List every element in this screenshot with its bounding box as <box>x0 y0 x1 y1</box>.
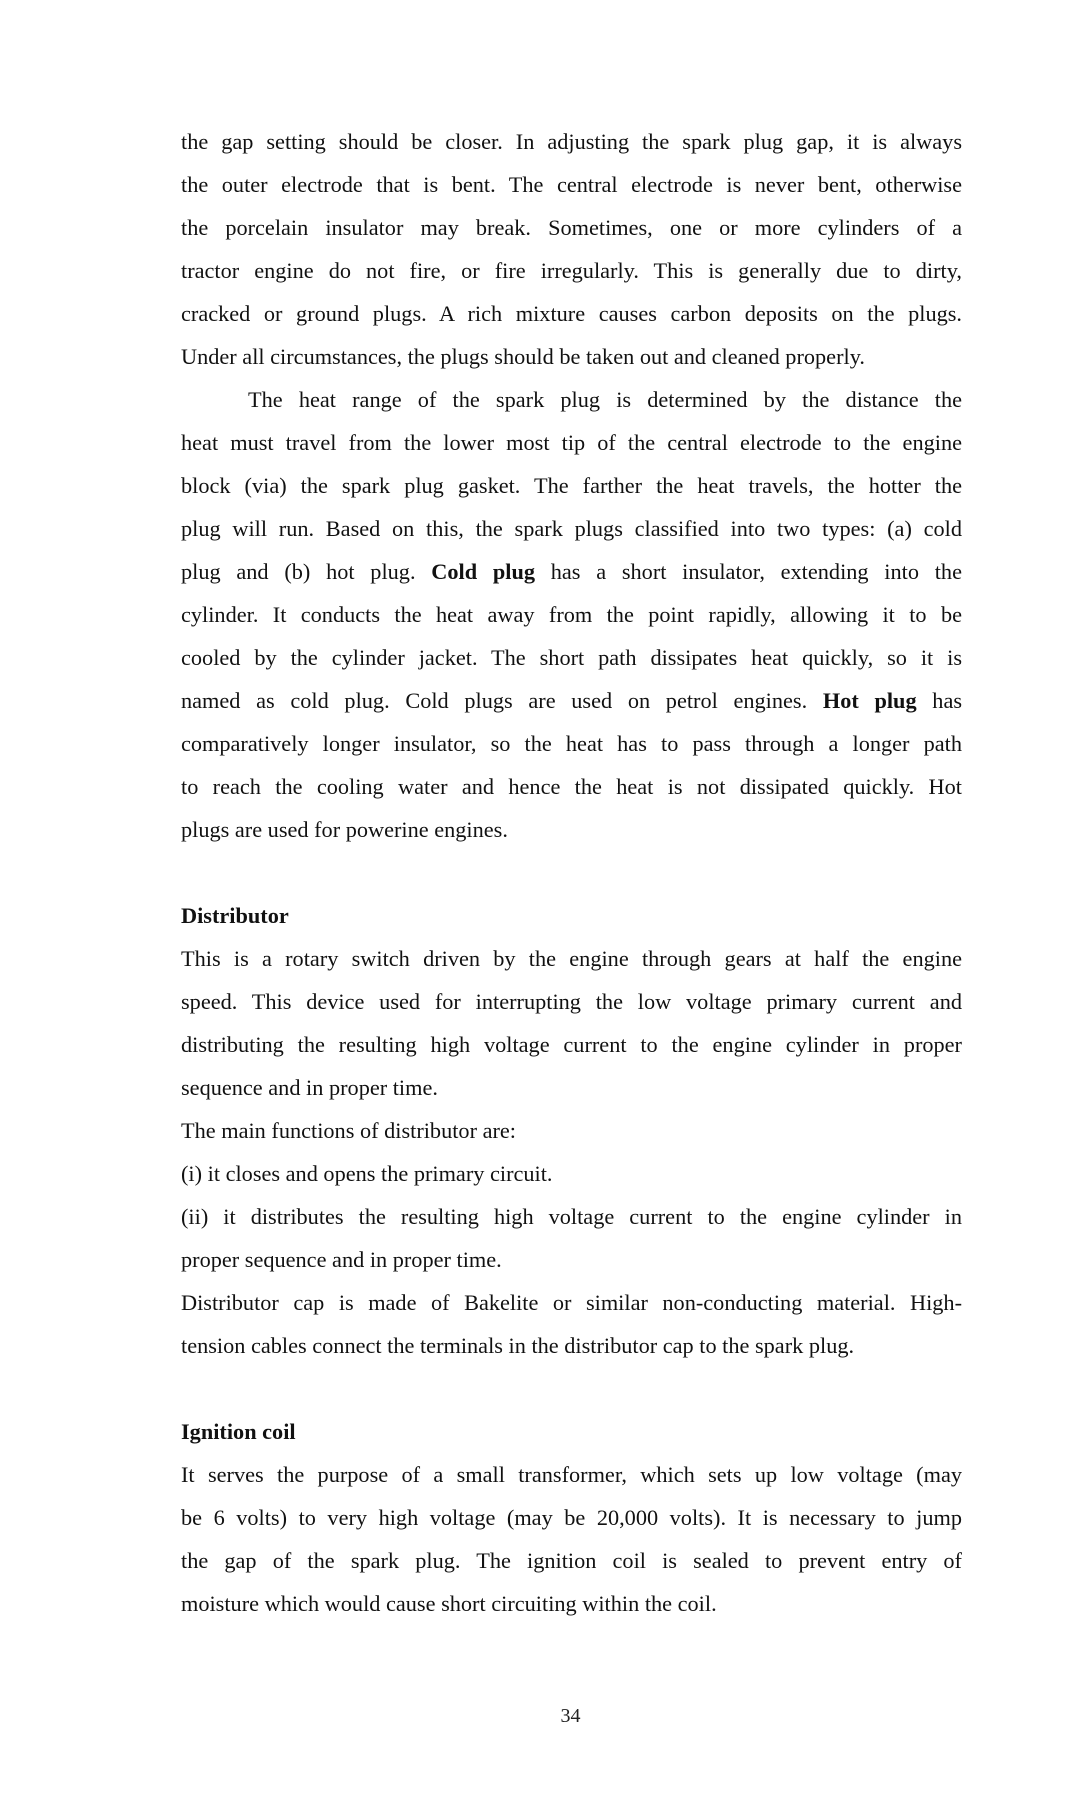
text-line: (ii) it distributes the resulting high voltage current to the engine cylinder in <box>181 1204 962 1229</box>
text-segment: named as cold plug. Cold plugs are used on petrol engines. <box>181 688 823 713</box>
text-line: distributing the resulting high voltage current to the engine cylinder in proper <box>181 1032 962 1057</box>
text-line: to reach the cooling water and hence the heat is not dissipated quickly. Hot <box>181 774 962 799</box>
text-segment: has <box>916 688 963 713</box>
paragraph-spark-plug-gap <box>181 120 962 378</box>
term-cold-plug: Cold plug <box>431 559 535 584</box>
text-line: tractor engine do not fire, or fire irregularly. This is generally due to dirty, <box>181 258 962 283</box>
text-line: The main functions of distributor are: <box>181 1118 516 1143</box>
page-number: 34 <box>560 1705 581 1727</box>
paragraph-heat-range <box>181 378 962 851</box>
text-line: This is a rotary switch driven by the engine through gears at half the engine <box>181 946 962 971</box>
distributor-function-1 <box>181 1152 962 1195</box>
text-line: plugs are used for powerine engines. <box>181 817 508 842</box>
page-content <box>181 120 962 1625</box>
paragraph-ignition-coil <box>181 1453 962 1625</box>
text-line: the gap setting should be closer. In adjusting the spark plug gap, it is always <box>181 129 962 154</box>
text-line: sequence and in proper time. <box>181 1075 438 1100</box>
text-line: proper sequence and in proper time. <box>181 1247 502 1272</box>
text-line: be 6 volts) to very high voltage (may be 20,000 volts). It is necessary to jump <box>181 1505 962 1530</box>
text-line: plug will run. Based on this, the spark plugs classified into two types: (a) cold <box>181 516 962 541</box>
text-line: the gap of the spark plug. The ignition coil is sealed to prevent entry of <box>181 1548 962 1573</box>
text-line: (i) it closes and opens the primary circuit. <box>181 1161 553 1186</box>
text-line: tension cables connect the terminals in the distributor cap to the spark plug. <box>181 1333 855 1358</box>
text-segment: has a short insulator, extending into the <box>535 559 962 584</box>
text-segment: plug and (b) hot plug. <box>181 559 432 584</box>
text-line: Under all circumstances, the plugs should be taken out and cleaned properly. <box>181 344 865 369</box>
heading-distributor: Distributor <box>181 903 289 928</box>
heading-ignition-coil: Ignition coil <box>181 1419 296 1444</box>
text-line <box>181 679 962 722</box>
text-line: moisture which would cause short circuiting within the coil. <box>181 1591 717 1616</box>
text-line: the porcelain insulator may break. Sometimes, one or more cylinders of a <box>181 215 962 240</box>
text-line: cracked or ground plugs. A rich mixture causes carbon deposits on the plugs. <box>181 301 962 326</box>
term-hot-plug: Hot plug <box>822 688 917 713</box>
text-line: heat must travel from the lower most tip of the central electrode to the engine <box>181 430 962 455</box>
blank-line <box>181 851 962 894</box>
text-line: cylinder. It conducts the heat away from the point rapidly, allowing it to be <box>181 602 962 627</box>
distributor-function-2 <box>181 1195 962 1281</box>
text-line <box>181 550 962 593</box>
paragraph-distributor-cap <box>181 1281 962 1367</box>
text-line: speed. This device used for interrupting the low voltage primary current and <box>181 989 962 1014</box>
text-line: The heat range of the spark plug is determined by the distance the <box>248 387 962 412</box>
text-line: block (via) the spark plug gasket. The farther the heat travels, the hotter the <box>181 473 962 498</box>
distributor-functions-intro <box>181 1109 962 1152</box>
blank-line <box>181 1367 962 1410</box>
paragraph-distributor <box>181 937 962 1109</box>
text-line: the outer electrode that is bent. The central electrode is never bent, otherwise <box>181 172 962 197</box>
text-line: comparatively longer insulator, so the heat has to pass through a longer path <box>181 731 962 756</box>
text-line: It serves the purpose of a small transformer, which sets up low voltage (may <box>181 1462 962 1487</box>
text-line: cooled by the cylinder jacket. The short path dissipates heat quickly, so it is <box>181 645 962 670</box>
text-line: Distributor cap is made of Bakelite or similar non-conducting material. High- <box>181 1290 962 1315</box>
